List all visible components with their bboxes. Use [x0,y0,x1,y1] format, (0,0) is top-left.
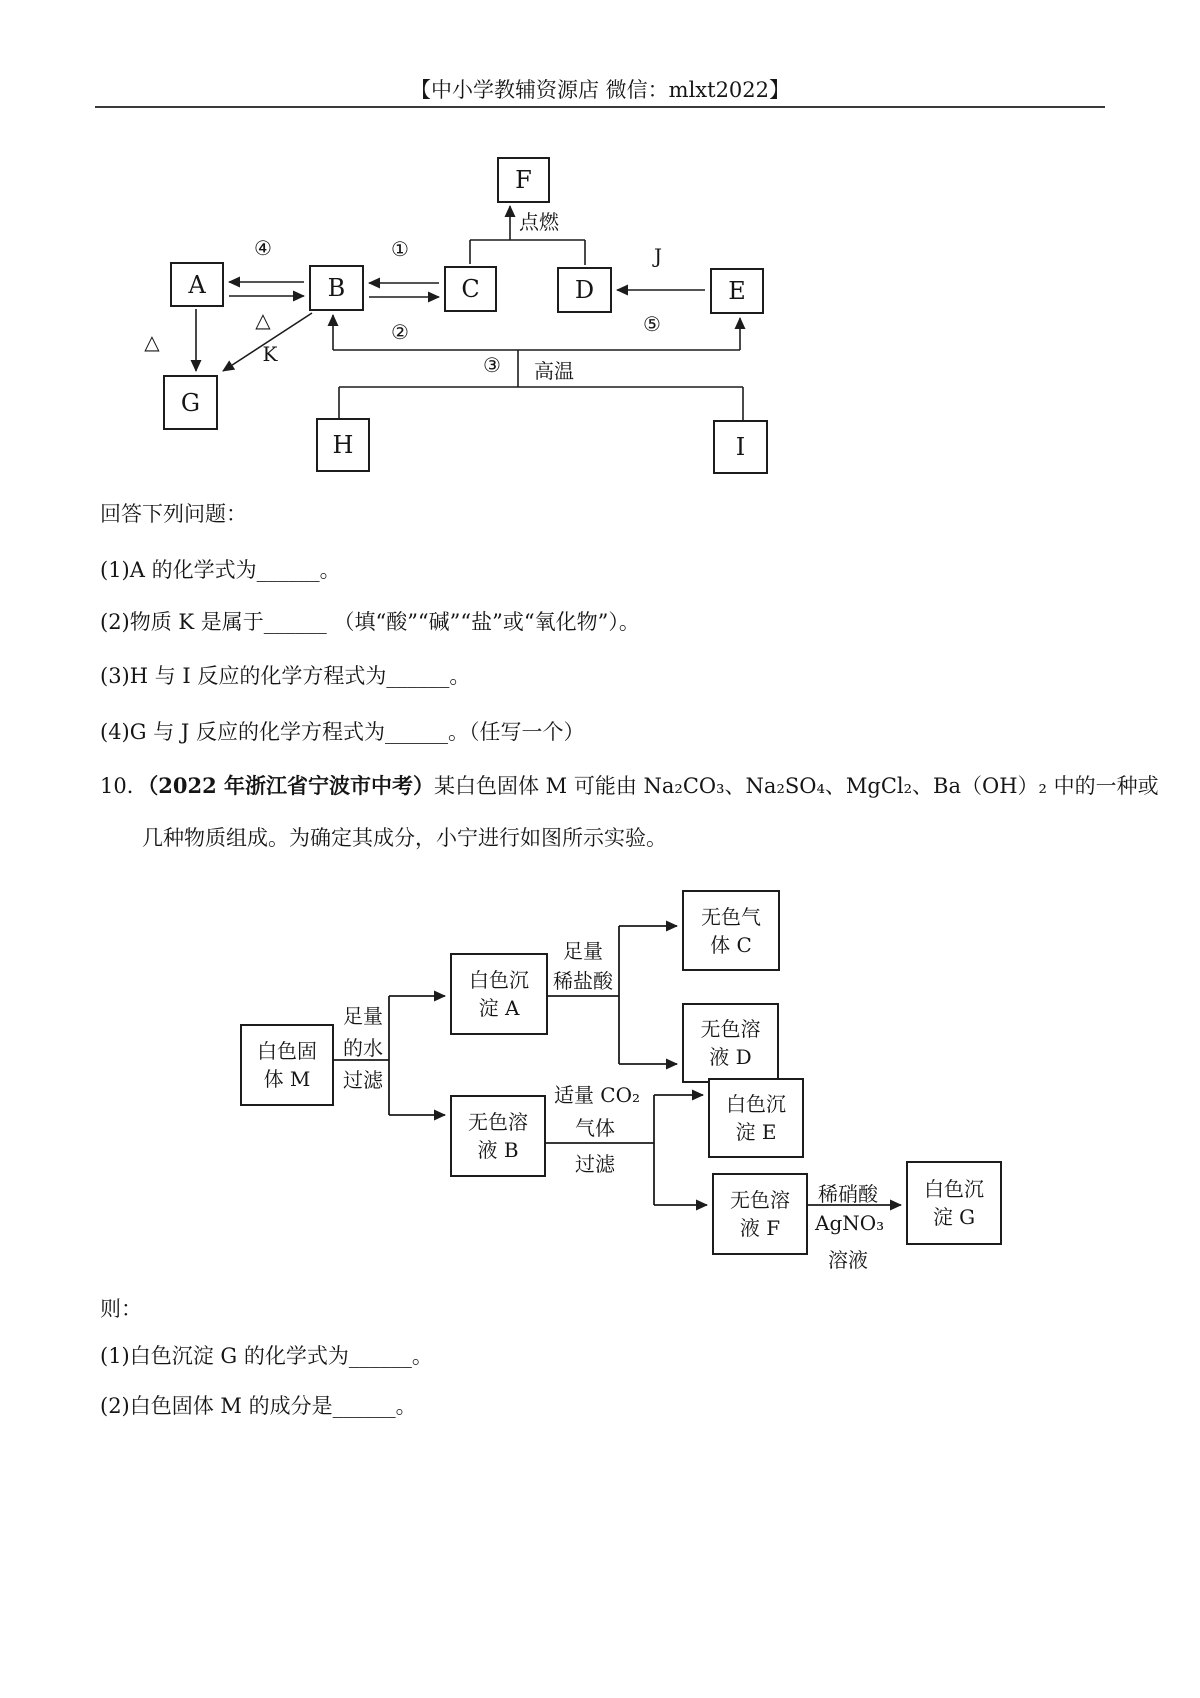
box-text-line: 无色溶 [468,1110,528,1134]
label-dilute-nitric-acid: 稀硝酸 [818,1182,878,1206]
box-h [316,418,370,472]
question-1-2: (2)物质 K 是属于______ （填“酸”“碱”“盐”或“氧化物”）。 [100,610,640,634]
box-f-label: F [515,166,532,194]
label-hcl-2: 稀盐酸 [553,969,613,993]
box-white-precipitate-e [708,1078,804,1158]
box-d-label: D [574,276,595,304]
box-text-line: 体 M [263,1067,311,1091]
question-2-1: (1)白色沉淀 G 的化学式为______。 [100,1344,433,1368]
question-10-number: 10． [100,774,148,798]
box-text-line: 白色沉 [924,1177,984,1201]
questions-intro: 回答下列问题： [100,502,247,526]
page-header: 【中小学教辅资源店 微信：mlxt2022】 [409,78,791,102]
question-2-2: (2)白色固体 M 的成分是______。 [100,1394,417,1418]
label-delta-ag: △ [144,330,160,354]
box-a-label: A [188,270,206,299]
label-circle4: ④ [254,236,272,260]
box-e [710,268,764,314]
box-b-label: B [327,274,346,302]
box-colorless-solution-d [682,1003,779,1083]
box-i [713,420,768,474]
box-text-line: 液 D [709,1045,752,1069]
question-10-line1 [100,770,1159,800]
question-10-text: 某白色固体 M 可能由 Na₂CO₃、Na₂SO₄、MgCl₂、Ba（OH）₂ 中的一种或 [434,774,1159,798]
question-1-3: (3)H 与 I 反应的化学方程式为______。 [100,664,471,688]
box-text-line: 液 B [477,1138,519,1162]
label-circle1: ① [391,237,409,261]
label-gas: 气体 [575,1116,615,1140]
question-1-1: (1)A 的化学式为______。 [100,558,341,582]
label-enough-water-2: 的水 [343,1036,383,1060]
question-10-line2: 几种物质组成。为确定其成分，小宁进行如图所示实验。 [142,826,667,850]
then-intro: 则： [100,1297,142,1321]
box-b [309,265,364,311]
box-text-line: 体 C [710,932,752,957]
box-text-line: 淀 E [735,1120,777,1144]
label-filter-2: 过滤 [575,1152,615,1176]
reaction-diagram-1 [95,140,795,490]
box-white-precipitate-a [450,953,548,1035]
label-co2: 适量 CO₂ [553,1083,641,1107]
label-delta-ab: △ [255,308,271,332]
box-g-label: G [180,388,201,417]
box-i-label: I [735,433,746,461]
box-c [444,266,497,312]
box-h-label: H [332,431,354,459]
diagram1-connectors [95,140,795,490]
box-colorless-solution-f [712,1173,808,1255]
box-text-line: 白色沉 [469,968,529,992]
label-high-temp: 高温 [534,359,574,383]
label-filter-1: 过滤 [343,1068,383,1092]
box-text-line: 白色固 [257,1039,317,1063]
box-text-line: 无色气 [701,904,761,929]
question-10-source: （2022 年浙江省宁波市中考） [147,773,434,798]
box-g [163,375,218,430]
box-a [170,262,224,307]
box-d [557,267,612,313]
box-c-label: C [461,275,480,303]
box-e-label: E [728,277,746,305]
box-text-line: 液 F [739,1216,781,1240]
box-f [497,157,550,203]
box-text-line: 无色溶 [730,1188,790,1212]
label-circle2: ② [391,320,409,344]
label-circle5: ⑤ [643,312,661,336]
label-enough-water-1: 足量 [343,1004,383,1028]
box-white-solid-m [240,1024,334,1106]
box-text-line: 淀 A [478,996,520,1020]
question-1-4: (4)G 与 J 反应的化学方程式为______。（任写一个） [100,720,585,744]
box-colorless-gas-c [682,890,780,971]
box-white-precipitate-g [906,1161,1002,1245]
header-divider [95,106,1105,108]
box-text-line: 白色沉 [726,1092,786,1116]
box-text-line: 淀 G [932,1205,976,1229]
experiment-flow-diagram [200,880,1050,1300]
box-text-line: 无色溶 [700,1017,761,1041]
label-circle3: ③ [483,353,501,377]
label-j: J [653,244,663,268]
box-colorless-solution-b [450,1095,546,1177]
label-agno3: AgNO₃ [815,1211,885,1235]
label-k: K [262,342,278,366]
label-ignite: 点燃 [519,210,559,234]
label-hcl-1: 足量 [563,939,603,963]
label-solution: 溶液 [828,1248,868,1272]
